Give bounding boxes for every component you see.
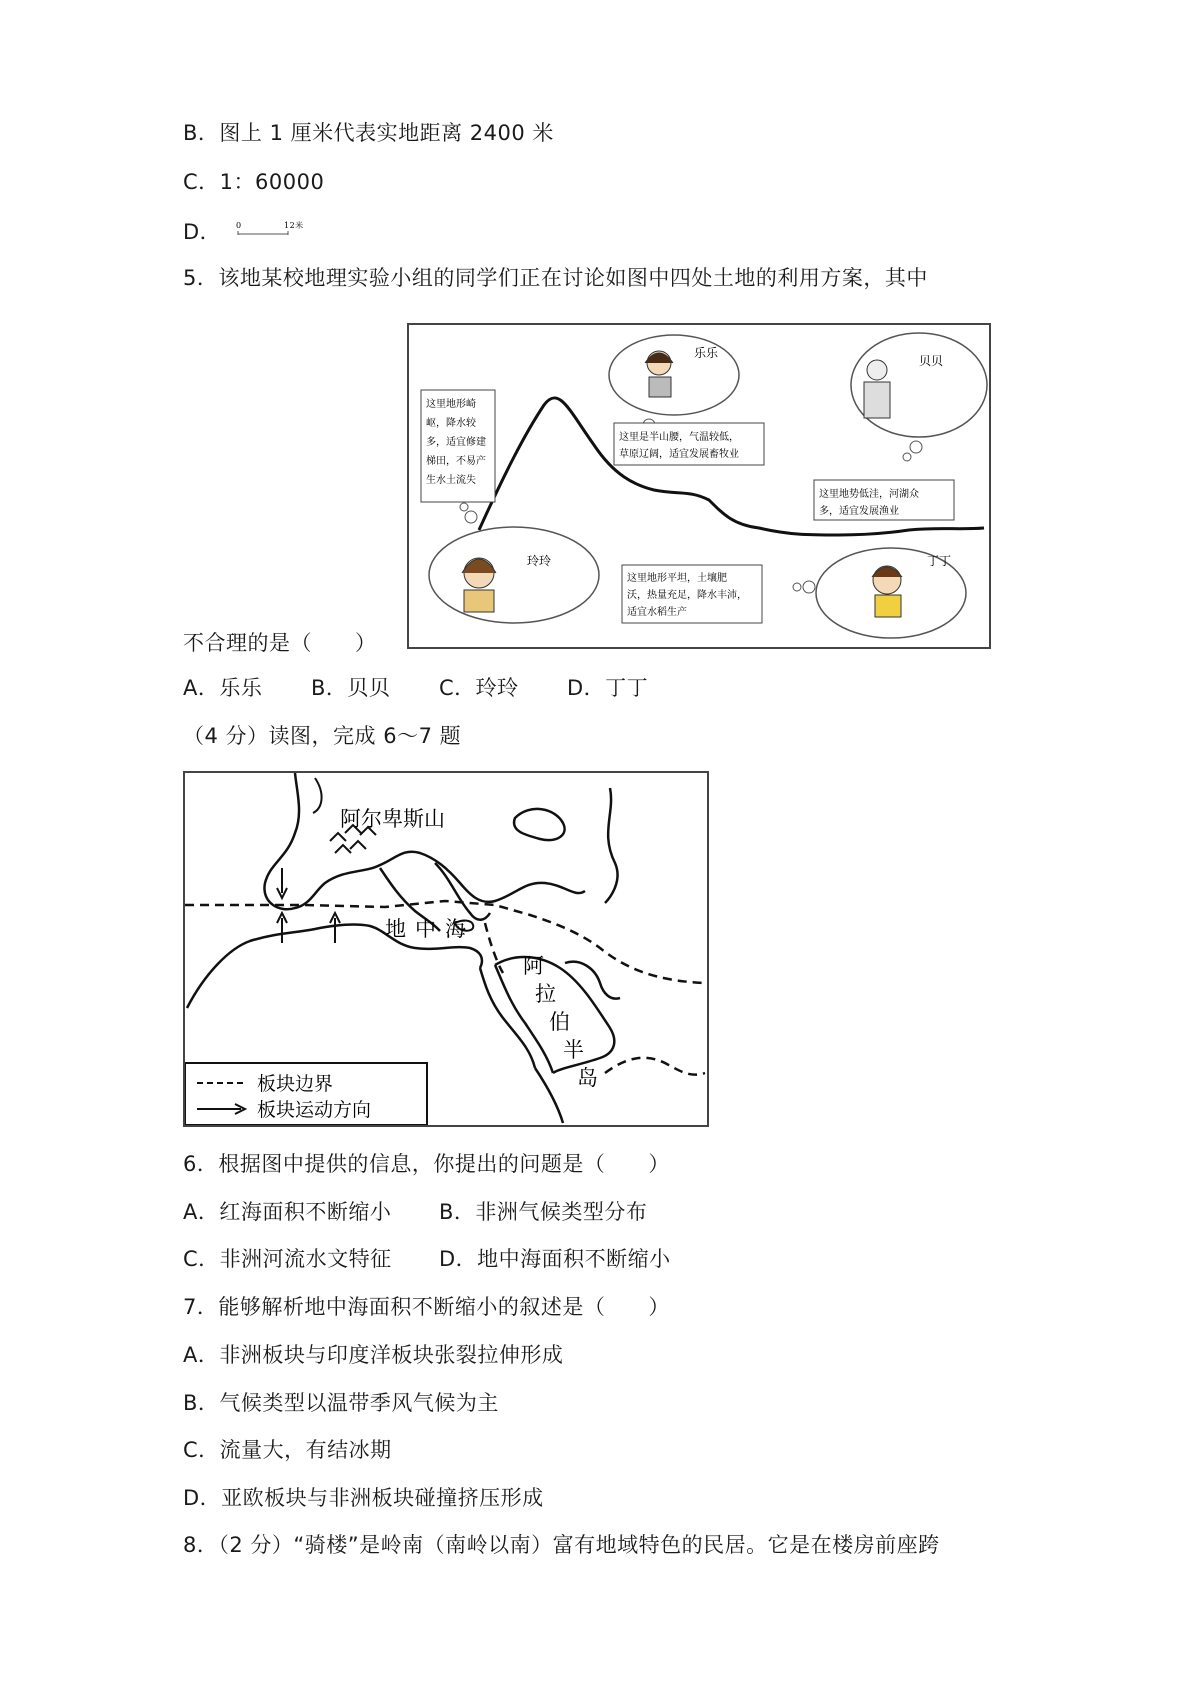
name-beibei: 贝贝	[919, 354, 944, 368]
q5-option-c: C．玲玲	[439, 676, 519, 700]
box-left-l2: 岖，降水较	[426, 418, 476, 429]
legend-boundary: 板块边界	[257, 1073, 334, 1095]
q5-option-d: D．丁丁	[567, 676, 649, 700]
land-use-figure	[407, 323, 991, 649]
scale-end: 12米	[284, 221, 305, 230]
box-left-l3: 多，适宜修建	[426, 437, 486, 448]
q7-option-c: C．流量大，有结冰期	[183, 1438, 392, 1462]
scale-zero: 0	[236, 221, 242, 230]
q5-stem-line2: 不合理的是（ ）	[183, 631, 377, 655]
label-arabia-4: 半	[563, 1038, 584, 1062]
label-arabia-3: 伯	[549, 1010, 570, 1034]
q7-option-d: D．亚欧板块与非洲板块碰撞挤压形成	[183, 1486, 544, 1510]
label-arabia-5: 岛	[577, 1066, 598, 1090]
box-bottom-l3: 适宜水稻生产	[627, 607, 687, 618]
box-mid-l2: 草原辽阔，适宜发展畜牧业	[619, 449, 739, 460]
q6-stem: 6．根据图中提供的信息，你提出的问题是（ ）	[183, 1152, 670, 1176]
q5-stem-line1: 5．该地某校地理实验小组的同学们正在讨论如图中四处土地的利用方案，其中	[183, 266, 928, 290]
box-right-l1: 这里地势低洼，河湖众	[819, 489, 919, 500]
q5-option-a: A．乐乐	[183, 676, 263, 700]
box-left-l1: 这里地形崎	[426, 399, 476, 410]
label-alps: 阿尔卑斯山	[340, 807, 445, 831]
box-left-l5: 生水土流失	[426, 475, 476, 486]
label-arabia-1: 阿	[523, 954, 544, 978]
label-med-3: 海	[445, 917, 466, 941]
q7-option-a: A．非洲板块与印度洋板块张裂拉伸形成	[183, 1343, 564, 1367]
q6-option-d: D．地中海面积不断缩小	[439, 1247, 671, 1271]
mediterranean-map	[183, 771, 709, 1127]
box-mid-l1: 这里是半山腰，气温较低，	[619, 432, 739, 443]
q6-options-row1	[183, 1198, 647, 1226]
label-arabia-2: 拉	[535, 982, 556, 1006]
box-left-l4: 梯田，不易产	[426, 456, 486, 467]
box-bottom-l2: 沃，热量充足，降水丰沛，	[627, 590, 747, 601]
q5-options	[183, 674, 648, 702]
legend-direction: 板块运动方向	[257, 1099, 372, 1121]
q4-option-c: C．1：60000	[183, 170, 325, 194]
scale-bar	[234, 220, 314, 240]
box-bottom-l1: 这里地形平坦，土壤肥	[627, 573, 727, 584]
q4-option-d	[183, 218, 314, 246]
q7-stem: 7．能够解析地中海面积不断缩小的叙述是（ ）	[183, 1295, 670, 1319]
name-dingding: 丁丁	[927, 554, 952, 568]
label-med-1: 地	[385, 917, 406, 941]
q6-option-a: A．红海面积不断缩小	[183, 1200, 392, 1224]
name-lele: 乐乐	[694, 346, 719, 360]
q8-stem: 8．（2 分）“骑楼”是岭南（南岭以南）富有地域特色的民居。它是在楼房前座跨	[183, 1533, 940, 1557]
box-right-l2: 多，适宜发展渔业	[819, 506, 899, 517]
name-lingling: 玲玲	[527, 554, 552, 568]
label-med-2: 中	[415, 917, 436, 941]
q4-option-b: B．图上 1 厘米代表实地距离 2400 米	[183, 121, 554, 145]
q6-option-c: C．非洲河流水文特征	[183, 1247, 392, 1271]
q4-option-d-label: D．	[183, 220, 222, 244]
q7-option-b: B．气候类型以温带季风气候为主	[183, 1391, 499, 1415]
q6-options-row2	[183, 1245, 671, 1273]
q5-option-b: B．贝贝	[311, 676, 391, 700]
q6-option-b: B．非洲气候类型分布	[439, 1200, 648, 1224]
section-heading: （4 分）读图，完成 6～7 题	[183, 724, 462, 748]
